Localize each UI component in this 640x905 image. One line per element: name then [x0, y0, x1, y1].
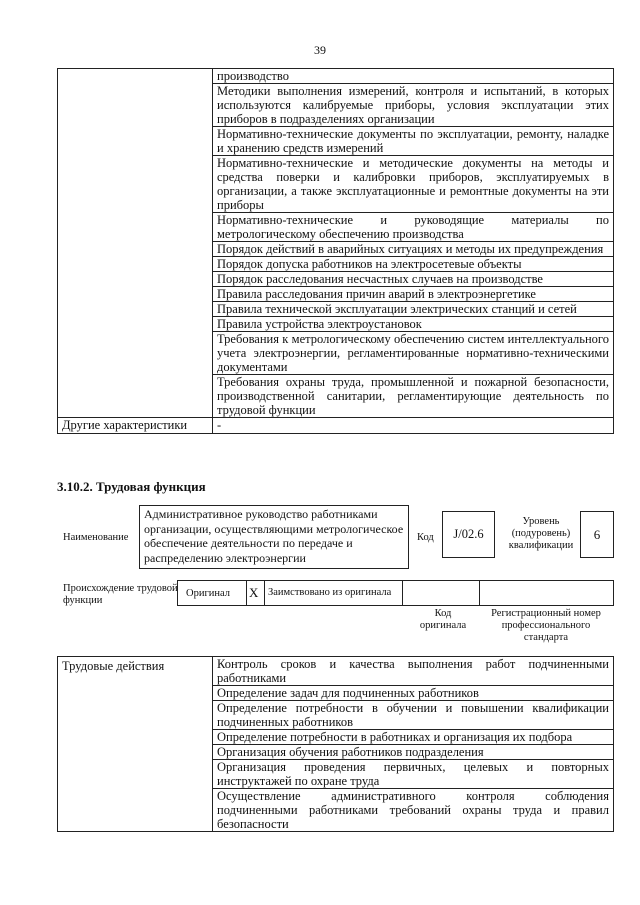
divider	[479, 581, 480, 606]
name-label: Наименование	[63, 532, 129, 543]
table-cell: Правила расследования причин аварий в электроэнергетике	[213, 287, 614, 302]
table-cell: Требования к метрологическому обеспечению систем интеллектуального учета электроэнергии, регламентированные нормативно-техническими документами	[213, 332, 614, 375]
table-cell: производство	[213, 69, 614, 84]
section-heading: 3.10.2. Трудовая функция	[57, 479, 206, 494]
table-cell: Методики выполнения измерений, контроля и испытаний, в которых используются калибруемые приборы, условия эксплуатации этих приборов в подразделениях организации	[213, 84, 614, 127]
borrowed-label: Заимствовано из оригинала	[268, 587, 392, 598]
code-original-label: Код оригинала	[419, 608, 467, 631]
labor-actions-table	[57, 656, 614, 832]
reg-number-label: Регистрационный номер профессионального стандарта	[491, 608, 601, 643]
knowledge-table	[57, 68, 614, 434]
original-label: Оригинал	[186, 588, 230, 599]
labor-actions-label: Трудовые действия	[58, 657, 213, 832]
table-cell: Определение задач для подчиненных работников	[213, 686, 614, 701]
function-name-box: Административное руководство работниками организации, осуществляющими метрологическое обеспечение деятельности по передаче и распределению электроэнергии	[139, 505, 409, 569]
table-cell: Порядок допуска работников на электросетевые объекты	[213, 257, 614, 272]
table-cell: Порядок расследования несчастных случаев на производстве	[213, 272, 614, 287]
table-row	[58, 657, 614, 686]
table-cell: Порядок действий в аварийных ситуациях и методы их предупреждения	[213, 242, 614, 257]
table-cell: Контроль сроков и качества выполнения работ подчиненными работниками	[213, 657, 614, 686]
level-label: Уровень (подуровень) квалификации	[508, 516, 574, 551]
code-label: Код	[417, 532, 434, 543]
table-cell: Правила технической эксплуатации электрических станций и сетей	[213, 302, 614, 317]
divider	[402, 581, 403, 606]
table-cell: Требования охраны труда, промышленной и пожарной безопасности, производственной санитарии, регламентирующие деятельность по трудовой функции	[213, 375, 614, 418]
table-cell: Организация обучения работников подразделения	[213, 745, 614, 760]
table-cell: Правила устройства электроустановок	[213, 317, 614, 332]
table-row	[58, 69, 614, 84]
table-cell: Определение потребности в обучении и повышении квалификации подчиненных работников	[213, 701, 614, 730]
table-cell: Нормативно-технические и методические документы на методы и средства поверки и калибровки приборов, эксплуатируемых в организации, а также эксплуатационные и ремонтные документы на эти приборы	[213, 156, 614, 213]
table-cell: Нормативно-технические документы по эксплуатации, ремонту, наладке и хранению средств измерений	[213, 127, 614, 156]
table-cell: Определение потребности в работниках и организация их подбора	[213, 730, 614, 745]
origin-label: Происхождение трудовой функции	[63, 583, 178, 606]
other-characteristics-value: -	[213, 418, 614, 434]
original-mark: X	[249, 585, 259, 600]
other-characteristics-label: Другие характеристики	[58, 418, 213, 434]
table-cell: Нормативно-технические и руководящие материалы по метрологическому обеспечению производства	[213, 213, 614, 242]
divider	[246, 581, 247, 606]
level-value-box: 6	[580, 511, 614, 558]
table-label-cell	[58, 69, 213, 418]
table-cell: Осуществление административного контроля соблюдения подчиненными работниками требований охраны труда и правил безопасности	[213, 789, 614, 832]
table-row	[58, 418, 614, 434]
table-cell: Организация проведения первичных, целевых и повторных инструктажей по охране труда	[213, 760, 614, 789]
code-value-box: J/02.6	[442, 511, 495, 558]
origin-box	[177, 580, 614, 606]
divider	[264, 581, 265, 606]
page-number: 39	[314, 43, 326, 57]
